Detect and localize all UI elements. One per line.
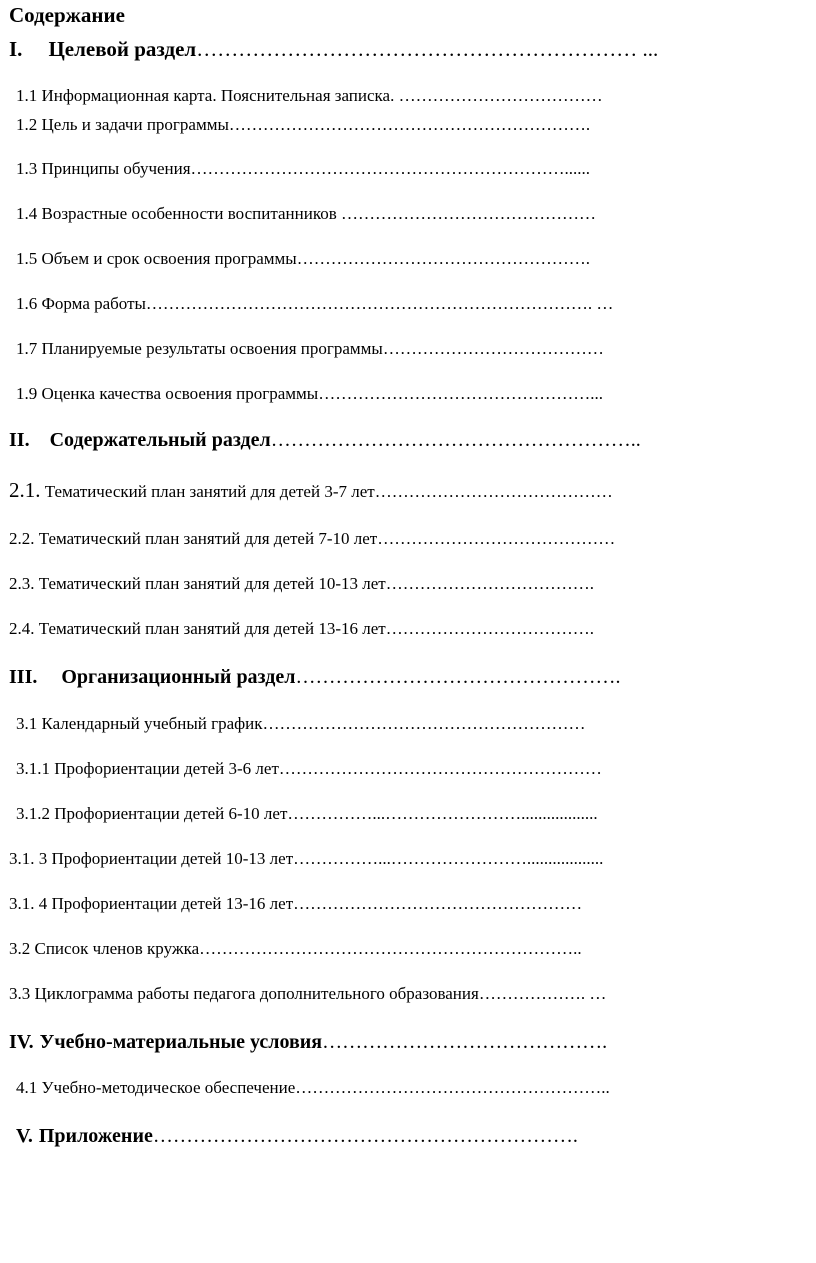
toc-item[interactable]: 1.2 Цель и задачи программы……………………………………………………….	[16, 115, 591, 134]
section-title: Содержательный раздел	[49, 429, 271, 451]
section-number: III.	[9, 666, 38, 688]
toc-item[interactable]: 3.1 Календарный учебный график…………………………………………………	[16, 714, 586, 733]
toc-item[interactable]: 2.3. Тематический план занятий для детей 10-13 лет……………………………….	[9, 574, 594, 593]
toc-item-number: 2.1.	[9, 478, 41, 502]
dot-leader: …………………………………….	[322, 1031, 608, 1053]
section-heading-3[interactable]	[9, 667, 620, 687]
toc-item[interactable]: 3.1.2 Профориентации детей 6-10 лет……………...……………………..................	[16, 804, 598, 823]
toc-item[interactable]: 2.2. Тематический план занятий для детей 7-10 лет……………………………………	[9, 529, 616, 548]
section-heading-4[interactable]	[9, 1032, 607, 1052]
toc-item[interactable]: 1.9 Оценка качества освоения программы…………………………………………...	[16, 384, 603, 403]
section-title: Учебно-материальные условия	[39, 1031, 323, 1053]
dot-leader: ………………………………………….	[295, 666, 621, 688]
dot-leader: ……………………………………………………….	[152, 1125, 578, 1147]
toc-item[interactable]: 1.7 Планируемые результаты освоения программы…………………………………	[16, 339, 604, 358]
section-title: Целевой раздел	[48, 37, 197, 61]
section-number: II.	[9, 429, 30, 451]
toc-item-text: Тематический план занятий для детей 3-7 лет……………………………………	[40, 482, 613, 501]
section-number: V.	[16, 1125, 33, 1147]
toc-item[interactable]: 3.1. 3 Профориентации детей 10-13 лет……………...……………………..................	[9, 849, 604, 868]
section-heading-1[interactable]	[9, 39, 658, 60]
toc-item[interactable]: 3.3 Циклограмма работы педагога дополнительного образования………………. …	[9, 984, 607, 1003]
section-title: Приложение	[38, 1125, 153, 1147]
toc-item[interactable]: 3.1. 4 Профориентации детей 13-16 лет……………………………………………	[9, 894, 583, 913]
toc-item[interactable]: 3.2 Список членов кружка…………………………………………………………..	[9, 939, 582, 958]
toc-item[interactable]: 1.4 Возрастные особенности воспитанников ………………………………………	[16, 204, 596, 223]
page-title: Содержание	[9, 3, 125, 27]
section-heading-2[interactable]	[9, 430, 641, 450]
section-number: IV.	[9, 1031, 34, 1053]
toc-item[interactable]: 1.6 Форма работы……………………………………………………………………. …	[16, 294, 614, 313]
toc-item[interactable]	[9, 480, 613, 501]
section-number: I.	[9, 37, 23, 61]
dot-leader: ………………………………………………..	[270, 429, 641, 451]
toc-item[interactable]: 1.5 Объем и срок освоения программы…………………………………………….	[16, 249, 590, 268]
toc-item[interactable]: 3.1.1 Профориентации детей 3-6 лет…………………………………………………	[16, 759, 602, 778]
dot-leader: ……………………………………………………… ...	[196, 37, 659, 61]
section-title: Организационный раздел	[61, 666, 296, 688]
section-heading-5[interactable]	[16, 1126, 578, 1146]
toc-item[interactable]: 4.1 Учебно-методическое обеспечение………………………………………………..	[16, 1078, 610, 1097]
toc-item[interactable]: 2.4. Тематический план занятий для детей 13-16 лет……………………………….	[9, 619, 594, 638]
toc-item[interactable]: 1.3 Принципы обучения…………………………………………………………......	[16, 159, 591, 178]
toc-item[interactable]: 1.1 Информационная карта. Пояснительная записка. ………………………………	[16, 86, 603, 105]
